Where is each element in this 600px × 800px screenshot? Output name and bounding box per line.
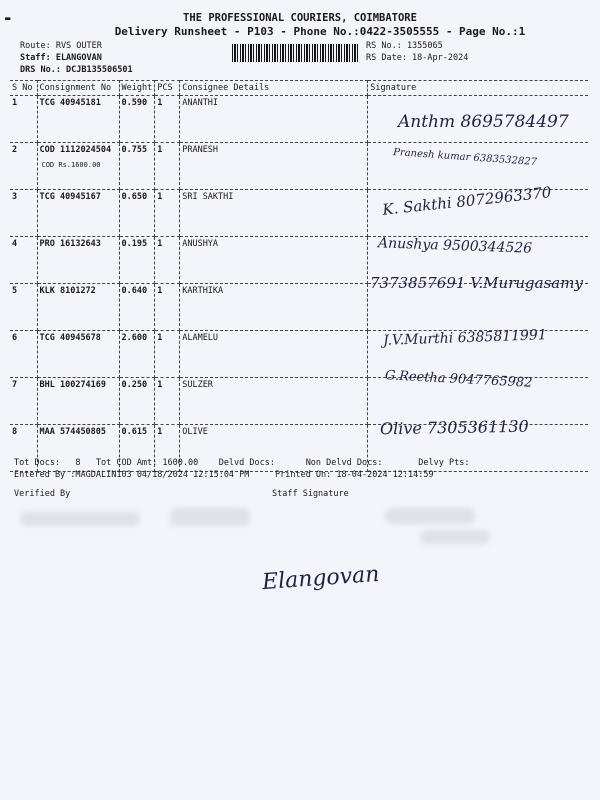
table-row: [10, 143, 588, 190]
consignment-no: TCG 40945181: [37, 96, 119, 143]
weight: 0.650: [119, 190, 155, 237]
consignment-no: TCG 40945167: [37, 190, 119, 237]
redacted-mark: [420, 530, 490, 544]
handwritten-signature: G.Reetha 9047765982: [384, 368, 533, 391]
handwritten-signature: K. Sakthi 8072963370: [381, 183, 553, 219]
consignee: OLIVE: [180, 425, 368, 472]
pcs: 1: [155, 190, 180, 237]
consignee: SRI SAKTHI: [180, 190, 368, 237]
consignee: ALAMELU: [180, 331, 368, 378]
col-consignment: Consignment No: [37, 81, 119, 96]
sno: 3: [10, 190, 37, 237]
handwritten-signature: Pranesh kumar 6383532827: [392, 146, 538, 169]
col-pcs: PCS: [155, 81, 180, 96]
route-label: Route: RVS OUTER: [20, 41, 102, 51]
sno: 7: [10, 378, 37, 425]
sno: 1: [10, 96, 37, 143]
staff-signature-label: Staff Signature: [272, 489, 349, 499]
consignment-no: TCG 40945678: [37, 331, 119, 378]
consignment-no: KLK 8101272: [37, 284, 119, 331]
redacted-mark: [170, 508, 250, 526]
drs-number: DRS No.: DCJB135506501: [20, 65, 133, 75]
corner-mark: ▬: [5, 14, 11, 24]
sno: 5: [10, 284, 37, 331]
col-consignee: Consignee Details: [180, 81, 368, 96]
weight: 0.755: [119, 143, 155, 190]
redacted-mark: [385, 508, 475, 524]
weight: 0.590: [119, 96, 155, 143]
pcs: 1: [155, 143, 180, 190]
handwritten-signature: Anthm 8695784497: [398, 112, 569, 132]
col-signature: Signature: [368, 81, 588, 96]
table-header-row: [10, 81, 588, 96]
consignment-no: BHL 100274169: [37, 378, 119, 425]
verified-by-label: Verified By: [14, 489, 71, 499]
weight: 0.640: [119, 284, 155, 331]
rs-date: RS Date: 18-Apr-2024: [366, 53, 469, 63]
pcs: 1: [155, 284, 180, 331]
handwritten-signature: Olive 7305361130: [379, 416, 529, 439]
cod-amount: COD Rs.1600.00: [41, 161, 101, 169]
pcs: 1: [155, 331, 180, 378]
pcs: 1: [155, 378, 180, 425]
consignment-no: MAA 574450805: [37, 425, 119, 472]
sno: 8: [10, 425, 37, 472]
col-weight: Weight: [119, 81, 155, 96]
col-sno: S No: [10, 81, 37, 96]
rs-number: RS No.: 1355065: [366, 41, 443, 51]
consignment-no: PRO 16132643: [37, 237, 119, 284]
pcs: 1: [155, 425, 180, 472]
company-title: THE PROFESSIONAL COURIERS, COIMBATORE: [183, 12, 417, 24]
consignee: KARTHIKA: [180, 284, 368, 331]
sno: 6: [10, 331, 37, 378]
staff-label: Staff: ELANGOVAN: [20, 53, 102, 63]
handwritten-signature: J.V.Murthi 6385811991: [382, 327, 548, 349]
weight: 0.250: [119, 378, 155, 425]
consignee: PRANESH: [180, 143, 368, 190]
consignee: ANUSHYA: [180, 237, 368, 284]
sno: 4: [10, 237, 37, 284]
consignment-no: [37, 143, 119, 190]
consignee: ANANTHI: [180, 96, 368, 143]
totals-line: Tot Docs: 8 Tot COD Amt: 1600.00 Delvd Docs: Non Delvd Docs: Delvy Pts:: [14, 458, 470, 468]
pcs: 1: [155, 96, 180, 143]
handwritten-signature: Anushya 9500344526: [377, 235, 533, 257]
weight: 0.195: [119, 237, 155, 284]
weight: 0.615: [119, 425, 155, 472]
redacted-mark: [20, 512, 140, 526]
consignment-no-text: COD 1112024504: [39, 145, 112, 155]
barcode: [232, 44, 360, 62]
runsheet-subtitle: Delivery Runsheet - P103 - Phone No.:0422-3505555 - Page No.:1: [114, 25, 526, 38]
sno: 2: [10, 143, 37, 190]
entered-by-line: Entered By :MAGDALIN103 04/18/2024 12:15:04 PM Printed On: 18-04-2024 12:14:59: [14, 470, 434, 480]
pcs: 1: [155, 237, 180, 284]
consignee: SULZER: [180, 378, 368, 425]
staff-signature-scrawl: Elangovan: [261, 561, 381, 596]
handwritten-signature: 7373857691 V.Murugasamy: [370, 274, 583, 292]
weight: 2.600: [119, 331, 155, 378]
